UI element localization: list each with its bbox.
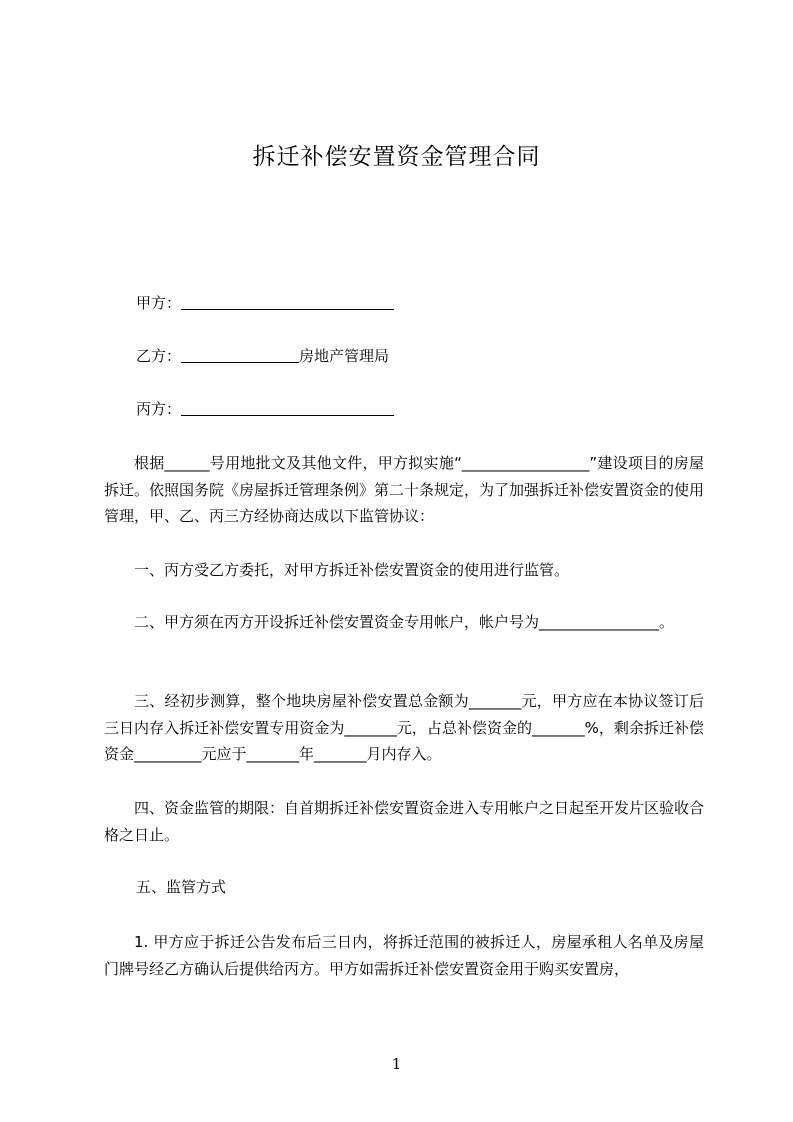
- preamble-paragraph: 根据______号用地批文及其他文件，甲方拟实施“_________________”建设项目的房屋拆迁。依照国务院《房屋拆迁管理条例》第二十条规定，为了加强拆迁补偿安置资金的使用管理，甲、乙、丙三方经协商达成以下监管协议：: [104, 454, 705, 525]
- clause-1: 一、丙方受乙方委托，对甲方拆迁补偿安置资金的使用进行监管。: [134, 561, 570, 579]
- party-yi-label: 乙方：: [136, 347, 182, 365]
- clause-3: 三、经初步测算，整个地块房屋补偿安置总金额为_______元，甲方应在本协议签订后三日内存入拆迁补偿安置专用资金为_______元，占总补偿资金的_______%，剩余拆迁补偿资金_________元应于_______年_______月内存入。: [104, 692, 704, 763]
- clause-5-heading: 五、监管方式: [136, 878, 227, 896]
- party-yi-line: [136, 345, 389, 367]
- party-bing-label: 丙方：: [136, 400, 182, 418]
- clause-2: 二、甲方须在丙方开设拆迁补偿安置资金专用帐户，帐户号为________________。: [134, 613, 675, 631]
- party-yi-suffix: 房地产管理局: [299, 347, 390, 365]
- party-bing-blank: [181, 401, 394, 416]
- clause-5-item-1: 1. 甲方应于拆迁公告发布后三日内，将拆迁范围的被拆迁人，房屋承租人名单及房屋门牌号经乙方确认后提供给丙方。甲方如需拆迁补偿安置资金用于购买安置房，: [104, 933, 704, 978]
- party-jia-label: 甲方：: [136, 294, 182, 312]
- clause-4: 四、资金监管的期限：自首期拆迁补偿安置资金进入专用帐户之日起至开发片区验收合格之日止。: [104, 799, 705, 844]
- party-yi-blank: [181, 348, 299, 363]
- party-bing-line: [136, 398, 394, 420]
- page-number: 1: [391, 1055, 402, 1073]
- party-jia-line: [136, 292, 394, 314]
- document-title: 拆迁补偿安置资金管理合同: [252, 144, 541, 170]
- party-jia-blank: [181, 295, 394, 310]
